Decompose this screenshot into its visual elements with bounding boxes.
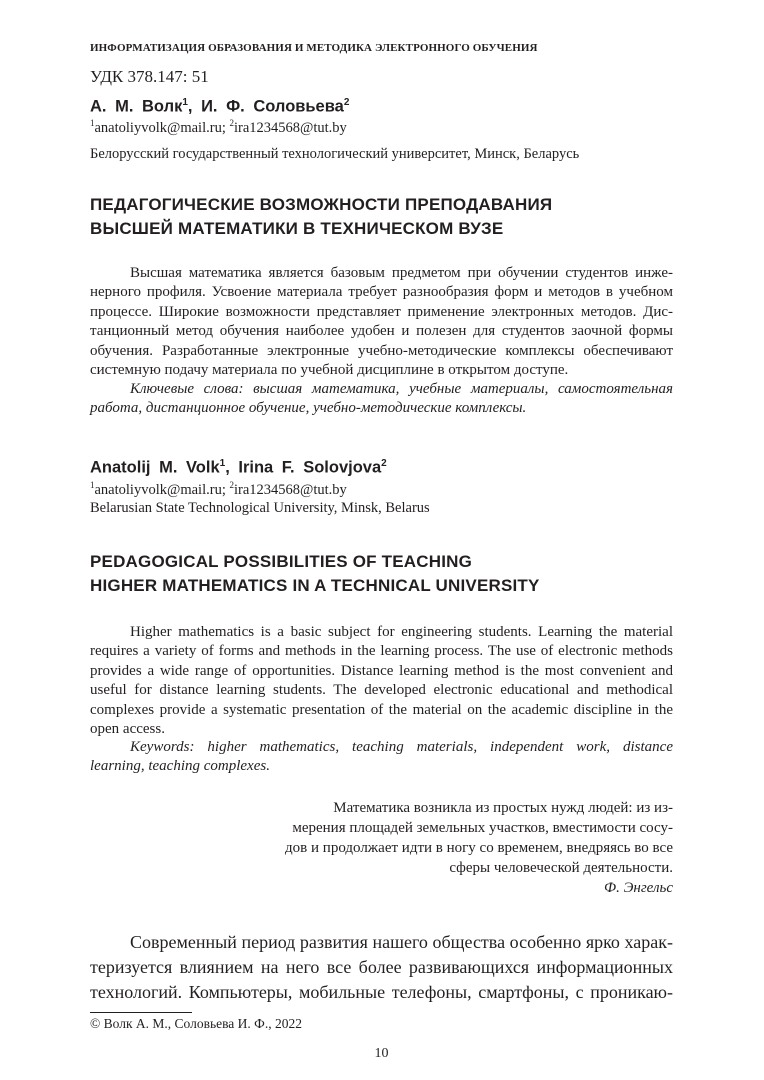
- main-text: [90, 930, 673, 1005]
- email-link[interactable]: ira1234568@tut.by: [233, 481, 347, 498]
- authors-ru: [90, 97, 673, 117]
- abstract-en: [90, 623, 673, 739]
- author-name: Irina F. Solovjova: [238, 458, 382, 477]
- text-line: HIGHER MATHEMATICS IN A TECHNICAL UNIVERSITY: [90, 576, 540, 595]
- epigraph-author: Ф. Энгельс: [604, 880, 673, 896]
- author-name: А. М. Волк: [90, 97, 183, 116]
- footnote-rule: [90, 1012, 192, 1013]
- text-line: Высшая математика является базовым предметом при обучении студентов инже-: [130, 265, 673, 281]
- text-line: обучения. Разработанные электронные учебно-методические комплексы обеспечивают: [90, 342, 673, 359]
- text-line: open access.: [90, 721, 165, 738]
- emails-en: [90, 480, 673, 499]
- text-line: сферы человеческой деятельности.: [449, 860, 673, 876]
- text-line: процессе. Широкие возможности представляет применение электронных методов. Дис-: [90, 303, 673, 320]
- text-line: ВЫСШЕЙ МАТЕМАТИКИ В ТЕХНИЧЕСКОМ ВУЗЕ: [90, 219, 504, 238]
- text-line: теризуется влиянием на него все более развивающихся информационных: [90, 957, 673, 977]
- text-line: нерного профиля. Усвоение материала требует разнообразия форм и методов в учебном: [90, 284, 673, 301]
- text-line: мерения площадей земельных участков, вместимости сосу-: [292, 820, 673, 836]
- email-sup: 2: [229, 480, 234, 490]
- epigraph-text: [200, 798, 673, 878]
- text-line: requires a variety of forms and methods in the learning process. The use of electronic methods: [90, 643, 673, 660]
- text-line: useful for distance learning students. The developed electronic educational and methodical: [90, 682, 673, 699]
- text-line: ПЕДАГОГИЧЕСКИЕ ВОЗМОЖНОСТИ ПРЕПОДАВАНИЯ: [90, 195, 553, 214]
- email-link[interactable]: anatoliyvolk@mail.ru;: [94, 119, 230, 136]
- text-line: дов и продолжает идти в ногу со временем, внедряясь во все: [285, 840, 673, 856]
- abstract-ru: [90, 264, 673, 380]
- email-sup: 2: [229, 118, 234, 128]
- text-line: Keywords: higher mathematics, teaching materials, independent work, distance: [130, 739, 673, 755]
- page-number: 10: [374, 1046, 389, 1061]
- email-sup: 1: [90, 118, 95, 128]
- text-line: learning, teaching complexes.: [90, 758, 270, 775]
- epigraph: [200, 798, 673, 898]
- text-line: Современный период развития нашего общества особенно ярко харак-: [130, 932, 673, 952]
- author-sup: 1: [182, 97, 188, 108]
- text-line: технологий. Компьютеры, мобильные телефоны, смартфоны, с проникаю-: [90, 982, 673, 1002]
- email-sup: 1: [90, 480, 95, 490]
- text-line: PEDAGOGICAL POSSIBILITIES OF TEACHING: [90, 552, 473, 571]
- running-head: ИНФОРМАТИЗАЦИЯ ОБРАЗОВАНИЯ И МЕТОДИКА ЭЛЕКТРОННОГО ОБУЧЕНИЯ: [90, 42, 538, 54]
- text-line: Математика возникла из простых нужд людей: из из-: [333, 800, 673, 816]
- author-sup: 2: [343, 97, 350, 108]
- udk-code: УДК 378.147: 51: [90, 67, 209, 86]
- keywords-en: [90, 738, 673, 777]
- email-link[interactable]: anatoliyvolk@mail.ru;: [94, 481, 230, 498]
- emails-ru: [90, 118, 673, 137]
- text-line: работа, дистанционное обучение, учебно-методические комплексы.: [90, 400, 527, 417]
- affiliation-ru: Белорусский государственный технологический университет, Минск, Беларусь: [90, 146, 580, 162]
- text-line: Ключевые слова: высшая математика, учебные материалы, самостоятельная: [130, 381, 673, 397]
- keywords-ru: [90, 380, 673, 419]
- author-name: И. Ф. Соловьева: [201, 97, 344, 116]
- separator: ,: [225, 458, 239, 477]
- title-ru: [90, 193, 673, 241]
- author-sup: 2: [381, 458, 387, 469]
- text-line: танционный метод обучения наиболее удобен и полезен для студентов заочной формы: [90, 323, 673, 340]
- text-line: Higher mathematics is a basic subject for engineering students. Learning the material: [130, 624, 673, 640]
- title-en: [90, 550, 673, 598]
- authors-en: [90, 458, 673, 478]
- separator: ,: [187, 97, 202, 116]
- affiliation-en: Belarusian State Technological University, Minsk, Belarus: [90, 500, 430, 516]
- copyright-footnote: © Волк А. М., Соловьева И. Ф., 2022: [90, 1016, 302, 1031]
- text-line: системную подачу материала по учебной дисциплине в открытом доступе.: [90, 362, 569, 379]
- author-name: Anatolij M. Volk: [90, 458, 220, 477]
- author-sup: 1: [219, 458, 226, 469]
- email-link[interactable]: ira1234568@tut.by: [233, 119, 347, 136]
- text-line: provides a wide range of opportunities. Distance learning method is the most convenient and: [90, 662, 673, 679]
- text-line: complexes provide a systematic presentation of the material on the academic discipline in the: [90, 701, 673, 718]
